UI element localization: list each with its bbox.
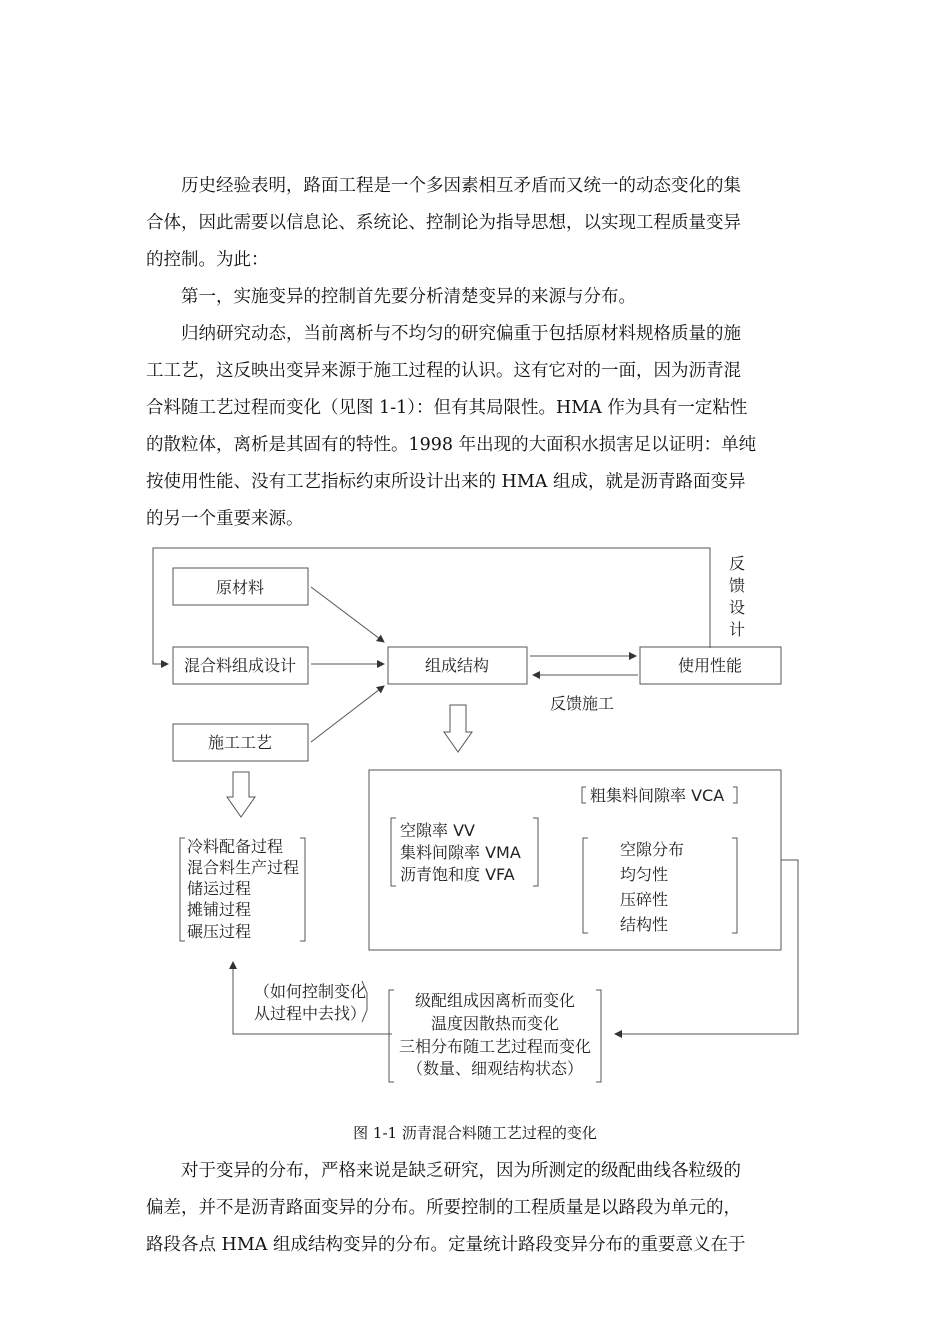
feedback-construction-label: 反馈施工 xyxy=(549,694,615,713)
feedback-design-char: 设 xyxy=(728,598,746,617)
text-line: 归纳研究动态，当前离析与不均匀的研究偏重于包括原材料规格质量的施 xyxy=(181,324,741,344)
construction-label: 施工工艺 xyxy=(207,733,273,752)
control-note-line: （如何控制变化 xyxy=(254,982,367,1001)
feedback-design-char: 馈 xyxy=(728,576,746,595)
process-item: 储运过程 xyxy=(187,879,252,898)
volume-index: 集料间隙率 VMA xyxy=(400,843,521,862)
variation-cause: 温度因散热而变化 xyxy=(430,1014,560,1033)
feedback-design-char: 反 xyxy=(728,554,746,573)
process-item: 摊铺过程 xyxy=(187,900,252,919)
process-item: 冷料配备过程 xyxy=(187,837,284,856)
text-line: 合体，因此需要以信息论、系统论、控制论为指导思想，以实现工程质量变异 xyxy=(146,213,741,233)
text-line: 按使用性能、没有工艺指标约束所设计出来的 HMA 组成，就是沥青路面变异 xyxy=(146,472,746,492)
text-line: 偏差，并不是沥青路面变异的分布。所要控制的工程质量是以路段为单元的， xyxy=(146,1198,741,1218)
process-item: 混合料生产过程 xyxy=(187,858,300,877)
text-line: 对于变异的分布，严格来说是缺乏研究，因为所测定的级配曲线各粒级的 xyxy=(181,1161,741,1181)
text-line: 的另一个重要来源。 xyxy=(146,509,304,529)
text-line: 合料随工艺过程而变化（见图 1-1）：但有其局限性。HMA 作为具有一定粘性 xyxy=(146,398,748,418)
structure-prop: 结构性 xyxy=(620,915,669,934)
volume-index: 沥青饱和度 VFA xyxy=(400,865,515,884)
text-line: 第一，实施变异的控制首先要分析清楚变异的来源与分布。 xyxy=(181,287,636,307)
structure-prop: 均匀性 xyxy=(620,865,669,884)
feedback-design-char: 计 xyxy=(728,620,746,639)
structure-prop: 压碎性 xyxy=(620,890,669,909)
volume-index: 空隙率 VV xyxy=(400,821,475,840)
text-line: 历史经验表明，路面工程是一个多因素相互矛盾而又统一的动态变化的集 xyxy=(181,176,741,196)
text-line: 工工艺，这反映出变异来源于施工过程的认识。这有它对的一面，因为沥青混 xyxy=(146,361,741,381)
text-line: 路段各点 HMA 组成结构变异的分布。定量统计路段变异分布的重要意义在于 xyxy=(146,1235,746,1255)
composition-label: 组成结构 xyxy=(424,656,490,675)
text-line: 的控制。为此： xyxy=(146,250,269,270)
control-note-line: 从过程中去找） xyxy=(254,1004,367,1023)
process-item: 碾压过程 xyxy=(187,922,252,941)
figure-caption: 图 1-1 沥青混合料随工艺过程的变化 xyxy=(353,1124,597,1142)
variation-cause: （数量、细观结构状态） xyxy=(406,1059,584,1078)
mix-design-label: 混合料组成设计 xyxy=(183,656,297,675)
text-line: 的散粒体，离析是其固有的特性。1998 年出现的大面积水损害足以证明：单纯 xyxy=(146,435,757,455)
variation-cause: 三相分布随工艺过程而变化 xyxy=(398,1037,592,1056)
variation-cause: 级配组成因离析而变化 xyxy=(414,991,576,1010)
vca-label: 粗集料间隙率 VCA xyxy=(590,786,725,805)
performance-label: 使用性能 xyxy=(677,656,743,675)
structure-prop: 空隙分布 xyxy=(620,840,685,859)
paragraph-4 xyxy=(146,1153,806,1264)
raw-material-label: 原材料 xyxy=(215,578,265,597)
